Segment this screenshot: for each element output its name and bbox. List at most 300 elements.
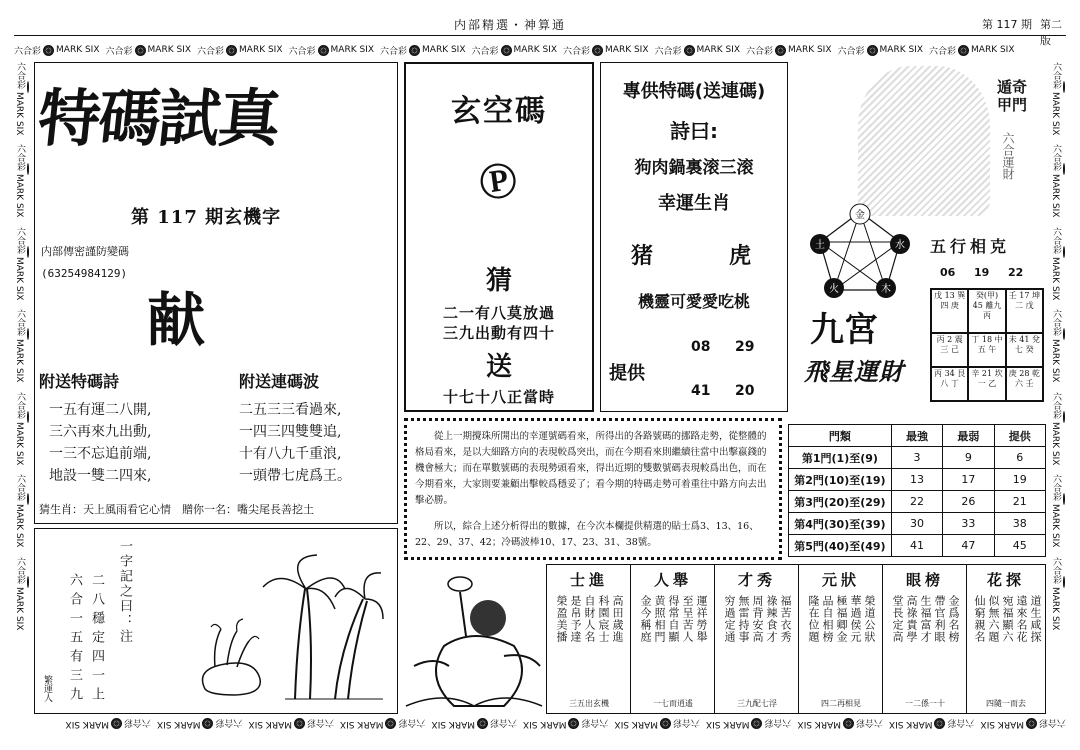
scholar-col: 運祥勞舉 <box>695 595 708 643</box>
scholar-cell <box>967 565 1045 713</box>
brand-en: MARK SIX <box>797 719 841 729</box>
brand-en: MARK SIX <box>1050 586 1060 631</box>
special-number: 20 <box>735 383 755 399</box>
calligraphy-glyph: ℗ <box>474 147 522 214</box>
brand-mark <box>706 718 792 731</box>
riddle-line: 二八穩定四一上 <box>89 573 104 706</box>
gate-cell: 33 <box>943 513 994 535</box>
brand-cn: 六合彩 <box>15 144 25 172</box>
lotus-logo-icon <box>1063 411 1065 423</box>
gate-cell: 19 <box>994 469 1045 491</box>
brand-mark <box>981 718 1067 731</box>
brand-mark <box>249 718 335 731</box>
brand-en: MARK SIX <box>1050 92 1060 136</box>
right-brand-strip <box>1050 62 1066 712</box>
brand-en: MARK SIX <box>14 339 24 383</box>
svg-text:水: 水 <box>895 240 905 251</box>
deity-illustration <box>858 66 990 216</box>
brand-mark <box>197 44 283 57</box>
scholar-col: 遠來名花 <box>1015 595 1028 643</box>
gate-cell: 3 <box>891 447 942 469</box>
gate-cell: 第1門(1)至(9) <box>789 447 892 469</box>
guess-label: 猜 <box>485 266 512 296</box>
left-panel <box>34 62 398 524</box>
brand-en: MARK SIX <box>523 719 567 729</box>
brand-mark <box>1050 62 1066 138</box>
brand-en: MARK SIX <box>879 45 923 55</box>
wuxing-number: 06 <box>940 266 956 279</box>
brand-en: MARK SIX <box>422 45 466 55</box>
brand-mark <box>14 392 30 468</box>
scholar-col: 宛福顯六 <box>1001 595 1014 643</box>
brand-mark <box>929 44 1015 57</box>
table-row <box>789 513 1046 535</box>
gate-cell: 26 <box>943 491 994 513</box>
gate-cell: 17 <box>943 469 994 491</box>
lotus-logo-icon <box>775 45 786 56</box>
scholar-col: 似無六題 <box>987 595 1000 643</box>
lotus-logo-icon <box>568 719 579 730</box>
brand-cn: 六合彩 <box>581 717 609 728</box>
vertical-brand-text: 六合運財 <box>1001 132 1015 180</box>
brand-en: MARK SIX <box>614 719 658 729</box>
brand-mark <box>432 718 518 731</box>
brand-cn: 六合彩 <box>1051 309 1061 337</box>
lotus-logo-icon <box>843 719 854 730</box>
poem-line: 地設一雙二四來, <box>49 468 152 484</box>
poem-title: 附送特碼詩 <box>39 372 120 391</box>
scholar-title: 才秀 <box>737 571 776 589</box>
wave-line: 一四三四雙雙追, <box>239 424 342 440</box>
xuankong-title: 玄空碼 <box>451 94 547 129</box>
svg-text:火: 火 <box>829 284 839 295</box>
gate-cell: 47 <box>943 535 994 557</box>
palace-cell: 丙 34 艮八 丁 <box>931 367 968 401</box>
wuxing-title: 五行相克 <box>930 237 1011 256</box>
brand-en: MARK SIX <box>1050 174 1060 218</box>
brand-cn: 六合彩 <box>947 717 975 728</box>
lotus-logo-icon <box>27 493 29 505</box>
lotus-logo-icon <box>660 719 671 730</box>
brand-mark <box>563 44 649 57</box>
brand-mark <box>1050 392 1066 468</box>
gate-cell: 第2門(10)至(19) <box>789 469 892 491</box>
gate-cell: 21 <box>994 491 1045 513</box>
scholar-col: 堂長定高 <box>891 595 904 643</box>
svg-text:木: 木 <box>881 284 891 295</box>
lotus-logo-icon <box>1063 493 1065 505</box>
scholar-title: 人舉 <box>653 571 692 589</box>
scholar-footer: 一七而逍遙 <box>653 699 693 708</box>
brand-en: MARK SIX <box>1050 339 1060 383</box>
riddle-heading: 一字記之曰：注 <box>117 539 132 644</box>
brand-en: MARK SIX <box>248 719 292 729</box>
brand-en: MARK SIX <box>340 719 384 729</box>
qimen-title: 遁奇甲門 <box>996 78 1027 114</box>
brand-en: MARK SIX <box>971 45 1015 55</box>
brand-en: MARK SIX <box>56 45 100 55</box>
brand-mark <box>1050 144 1066 220</box>
brand-cn: 六合彩 <box>672 717 700 728</box>
palace-cell: 癸(甲) 45 離九 丙 <box>968 289 1005 333</box>
gate-cell: 45 <box>994 535 1045 557</box>
brand-mark <box>106 44 192 57</box>
brand-mark <box>472 44 558 57</box>
palace-cell: 戊 13 巽四 庚 <box>931 289 968 333</box>
scholar-cell <box>715 565 799 713</box>
brand-cn: 六合彩 <box>1051 474 1061 502</box>
lotus-logo-icon <box>226 45 237 56</box>
mystery-character: 献 <box>147 286 206 354</box>
brand-mark <box>14 144 30 220</box>
analysis-box <box>404 418 782 560</box>
wave-line: 二五三三看過來, <box>239 402 342 418</box>
special-phrase: 機靈可愛愛吃桃 <box>637 292 750 311</box>
wuxing-number: 22 <box>1008 266 1024 279</box>
wuxing-diagram <box>808 202 912 302</box>
gate-cell: 41 <box>891 535 942 557</box>
brand-mark <box>14 62 30 138</box>
scholars-table <box>546 564 1046 714</box>
brand-en: MARK SIX <box>980 719 1024 729</box>
palace-cell: 未 41 兌七 癸 <box>1006 333 1043 367</box>
scholar-col: 是帛予達 <box>569 595 582 643</box>
brand-en: MARK SIX <box>14 586 24 631</box>
scholar-title: 花探 <box>986 571 1025 589</box>
brand-en: MARK SIX <box>1050 421 1060 466</box>
brand-mark <box>14 227 30 303</box>
gate-cell: 38 <box>994 513 1045 535</box>
brand-mark <box>1050 557 1066 633</box>
edition-label: 第二版 <box>1040 18 1062 47</box>
brand-mark <box>157 718 243 731</box>
scholar-cell <box>547 565 631 713</box>
lotus-logo-icon <box>385 719 396 730</box>
riddle-box <box>34 528 398 714</box>
scholar-cell <box>799 565 883 713</box>
table-row <box>789 535 1046 557</box>
brand-mark <box>380 44 466 57</box>
brand-cn: 六合彩 <box>306 717 334 728</box>
palace-cell: 丙 2 震三 己 <box>931 333 968 367</box>
scholar-col: 無雷持事 <box>737 595 750 643</box>
lotus-logo-icon <box>318 45 329 56</box>
brand-mark <box>615 718 701 731</box>
wave-line: 一頭帶七虎爲王。 <box>239 468 351 484</box>
brand-mark <box>1050 227 1066 303</box>
scholar-col: 仙窮親名 <box>973 595 986 643</box>
xuankong-line2: 三九出動有四十 <box>442 324 555 342</box>
brand-cn: 六合彩 <box>654 46 682 57</box>
send-label: 送 <box>485 352 512 382</box>
scholar-col: 高田歲進 <box>611 595 624 643</box>
brand-en: MARK SIX <box>14 92 24 136</box>
brand-en: MARK SIX <box>431 719 475 729</box>
scholar-cell <box>631 565 715 713</box>
zodiac-tiger: 虎 <box>729 243 752 269</box>
brand-en: MARK SIX <box>14 174 24 218</box>
poem-line: 一三不忘追前端, <box>49 446 152 462</box>
gate-cell: 13 <box>891 469 942 491</box>
guess-line: 猜生肖：天上風雨看它心情 贈你一名：嘴尖尾長善挖土 <box>39 503 314 516</box>
lotus-logo-icon <box>27 576 29 588</box>
scholar-col: 金爲名榜 <box>947 595 960 643</box>
riddle-line: 六合一五有三九 <box>67 573 82 706</box>
brand-en: MARK SIX <box>330 45 374 55</box>
brand-cn: 六合彩 <box>1051 62 1061 89</box>
gate-cell: 9 <box>943 447 994 469</box>
lucky-title: 幸運生肖 <box>658 193 730 214</box>
scholar-col: 帶官利眼 <box>933 595 946 643</box>
brand-cn: 六合彩 <box>1051 556 1061 584</box>
brand-mark <box>889 718 975 731</box>
right-panel <box>796 62 1046 412</box>
table-row <box>789 469 1046 491</box>
lotus-logo-icon <box>43 45 54 56</box>
lotus-logo-icon <box>751 719 762 730</box>
lotus-logo-icon <box>477 719 488 730</box>
header-title: 内部精選・神算通 <box>454 18 567 32</box>
lotus-logo-icon <box>27 411 29 423</box>
brand-en: MARK SIX <box>14 504 24 548</box>
brand-cn: 六合彩 <box>563 46 591 57</box>
lotus-logo-icon <box>1063 576 1065 588</box>
special-box <box>600 62 788 412</box>
provide-label: 提供 <box>609 363 645 384</box>
palace-cell: 辛 21 坎一 乙 <box>968 367 1005 401</box>
brand-mark <box>340 718 426 731</box>
scholar-col: 金今稱庭 <box>639 595 652 643</box>
brand-cn: 六合彩 <box>1038 717 1066 728</box>
brand-en: MARK SIX <box>1050 504 1060 548</box>
scholar-col: 祿辣食才 <box>765 595 778 643</box>
nine-palace-grid <box>930 288 1044 402</box>
lotus-logo-icon <box>135 45 146 56</box>
lotus-logo-icon <box>958 45 969 56</box>
brand-mark <box>838 44 924 57</box>
brand-mark <box>746 44 832 57</box>
brand-en: MARK SIX <box>239 45 283 55</box>
brand-mark <box>1050 309 1066 385</box>
scholar-col: 至呈苦人 <box>681 595 694 643</box>
brand-en: MARK SIX <box>706 719 750 729</box>
brand-en: MARK SIX <box>605 45 649 55</box>
lotus-logo-icon <box>501 45 512 56</box>
lotus-logo-icon <box>684 45 695 56</box>
lotus-logo-icon <box>111 719 122 730</box>
palm-tree-illustration <box>185 549 385 709</box>
brand-en: MARK SIX <box>147 45 191 55</box>
phone-number: (63254984129) <box>41 267 128 280</box>
table-row <box>789 447 1046 469</box>
scholar-col: 穷過定通 <box>723 595 736 643</box>
gate-header: 門類 <box>789 425 892 447</box>
wave-title: 附送連碼波 <box>239 372 320 391</box>
lotus-logo-icon <box>409 45 420 56</box>
main-title: 特碼試真 <box>34 82 283 155</box>
scholar-col: 華過侯元 <box>849 595 862 643</box>
brand-cn: 六合彩 <box>105 46 133 57</box>
scholar-col: 高祿貴學 <box>905 595 918 643</box>
scholar-cell <box>883 565 967 713</box>
lotus-logo-icon <box>1063 328 1065 340</box>
brand-cn: 六合彩 <box>929 46 957 57</box>
brand-cn: 六合彩 <box>1051 144 1061 172</box>
scholar-footer: 三九配七浮 <box>737 699 777 708</box>
scholar-title: 士進 <box>569 571 608 589</box>
gate-table <box>788 424 1046 557</box>
svg-text:土: 土 <box>815 240 825 251</box>
svg-text:金: 金 <box>855 210 865 221</box>
brand-en: MARK SIX <box>1050 256 1060 301</box>
xuankong-line3: 十七十八正當時 <box>442 388 555 406</box>
secret-note: 内部傳密謹防變碼 <box>41 245 129 258</box>
brand-cn: 六合彩 <box>15 556 25 584</box>
scholar-col: 榮道公狀 <box>863 595 876 643</box>
brand-cn: 六合彩 <box>215 717 243 728</box>
lotus-logo-icon <box>202 719 213 730</box>
brand-cn: 六合彩 <box>288 46 316 57</box>
lotus-logo-icon <box>592 45 603 56</box>
gate-header: 最強 <box>891 425 942 447</box>
scholar-footer: 四隨一而去 <box>986 699 1026 708</box>
xuankong-line1: 二一有八莫放過 <box>442 304 555 322</box>
lotus-logo-icon <box>867 45 878 56</box>
gate-cell: 22 <box>891 491 942 513</box>
brand-en: MARK SIX <box>889 719 933 729</box>
brand-cn: 六合彩 <box>15 226 25 254</box>
scholar-title: 眼榜 <box>905 571 944 589</box>
lotus-logo-icon <box>1063 163 1065 175</box>
brand-en: MARK SIX <box>14 421 24 466</box>
gate-cell: 6 <box>994 447 1045 469</box>
brand-en: MARK SIX <box>696 45 740 55</box>
warrior-illustration <box>404 566 544 714</box>
brand-mark <box>289 44 375 57</box>
brand-mark <box>1050 474 1066 550</box>
brand-cn: 六合彩 <box>764 717 792 728</box>
lotus-logo-icon <box>27 163 29 175</box>
poem-line: 三六再來九出動, <box>49 424 152 440</box>
scholar-col: 生福富才 <box>919 595 932 643</box>
zodiac-pig: 猪 <box>631 243 654 269</box>
top-brand-strip <box>14 42 1066 58</box>
gate-cell: 第4門(30)至(39) <box>789 513 892 535</box>
lotus-logo-icon <box>27 81 29 93</box>
special-number: 41 <box>691 383 711 399</box>
brand-cn: 六合彩 <box>380 46 408 57</box>
special-poem: 狗肉鍋裏滚三滚 <box>634 158 754 178</box>
brand-mark <box>798 718 884 731</box>
gate-header: 提供 <box>994 425 1045 447</box>
palace-cell: 丁 18 中五 午 <box>968 333 1005 367</box>
scholar-col: 黄照相門 <box>653 595 666 643</box>
brand-cn: 六合彩 <box>1051 391 1061 419</box>
scholar-col: 榮盈美播 <box>555 595 568 643</box>
special-number: 29 <box>735 339 755 355</box>
poem-label: 詩曰: <box>670 119 718 143</box>
issue-number: 第 117 期 <box>982 18 1032 31</box>
scholar-col: 隆在位題 <box>807 595 820 643</box>
wave-lines <box>239 399 351 487</box>
brand-cn: 六合彩 <box>197 46 225 57</box>
brand-mark <box>14 474 30 550</box>
brand-cn: 六合彩 <box>489 717 517 728</box>
brand-en: MARK SIX <box>14 256 24 301</box>
scholar-col: 福苦衣秀 <box>779 595 792 643</box>
brand-mark <box>655 44 741 57</box>
riddle-signature: 繁運人 <box>42 675 52 702</box>
gate-cell: 第3門(20)至(29) <box>789 491 892 513</box>
bottom-brand-strip <box>14 716 1066 732</box>
brand-cn: 六合彩 <box>15 391 25 419</box>
brand-cn: 六合彩 <box>123 717 151 728</box>
scholar-col: 品自相榜 <box>821 595 834 643</box>
gate-cell: 第5門(40)至(49) <box>789 535 892 557</box>
scholar-footer: 三五出玄機 <box>569 699 609 708</box>
brand-cn: 六合彩 <box>15 474 25 502</box>
brand-cn: 六合彩 <box>471 46 499 57</box>
brand-mark <box>14 309 30 385</box>
brand-en: MARK SIX <box>157 719 201 729</box>
left-brand-strip <box>14 62 30 712</box>
brand-mark <box>14 44 100 57</box>
brand-mark <box>66 718 152 731</box>
palace-cell: 壬 17 坤二 戊 <box>1006 289 1043 333</box>
palace-cell: 庚 28 乾六 壬 <box>1006 367 1043 401</box>
scholar-title: 元狀 <box>821 571 860 589</box>
gate-header: 最弱 <box>943 425 994 447</box>
analysis-paragraph-1: 從上一期攪珠所開出的幸運號碼看來，所得出的各路號碼的挪路走勢，從整體的格局看來，是以大細路方向的表現較爲突出，而在今期看來則繼續往當中出擊嬴錢的機會極大；而在單數號碼的表現勢頭看來，得出近期的雙數號碼表現較爲出色，而在今期看來，大家則要兼顧出擊較爲穩妥了；看今期的特碼走勢可着重往中路方向去出擊必勝。 <box>415 431 767 506</box>
brand-cn: 六合彩 <box>15 309 25 337</box>
brand-mark <box>14 557 30 633</box>
lotus-logo-icon <box>1026 719 1037 730</box>
nine-palace-title: 九宮 <box>810 310 878 350</box>
analysis-paragraph-2: 所以，綜合上述分析得出的數據，在今次本欄提供精選的貼士爲3、13、16、22、29、37、42；冷碼波棒10、17、23、31、38號。 <box>415 521 759 548</box>
brand-cn: 六合彩 <box>837 46 865 57</box>
poem-line: 一五有運二八開, <box>49 402 152 418</box>
brand-cn: 六合彩 <box>855 717 883 728</box>
scholar-col: 道生咸探 <box>1029 595 1042 643</box>
lotus-logo-icon <box>1063 81 1065 93</box>
scholar-col: 得常自顯 <box>667 595 680 643</box>
scholar-col: 自財人名 <box>583 595 596 643</box>
xuankong-box <box>404 62 594 412</box>
lotus-logo-icon <box>27 246 29 258</box>
brand-cn: 六合彩 <box>14 46 42 57</box>
brand-cn: 六合彩 <box>398 717 426 728</box>
special-title: 專供特碼(送連碼) <box>622 81 766 102</box>
scholar-footer: 四二再相見 <box>821 699 861 708</box>
gate-cell: 30 <box>891 513 942 535</box>
special-number: 08 <box>691 339 711 355</box>
brand-cn: 六合彩 <box>15 62 25 89</box>
scholar-footer: 一二係一十 <box>905 699 945 708</box>
brand-en: MARK SIX <box>513 45 557 55</box>
brand-en: MARK SIX <box>788 45 832 55</box>
brand-en: MARK SIX <box>65 719 109 729</box>
lotus-logo-icon <box>934 719 945 730</box>
brand-mark <box>523 718 609 731</box>
lotus-logo-icon <box>27 328 29 340</box>
issue-line: 第 117 期玄機字 <box>131 207 282 228</box>
lotus-logo-icon <box>294 719 305 730</box>
table-row <box>789 491 1046 513</box>
scholar-col: 極福卿金 <box>835 595 848 643</box>
scholar-col: 周背安高 <box>751 595 764 643</box>
lotus-logo-icon <box>1063 246 1065 258</box>
wave-line: 十有八九千重浪, <box>239 446 342 462</box>
